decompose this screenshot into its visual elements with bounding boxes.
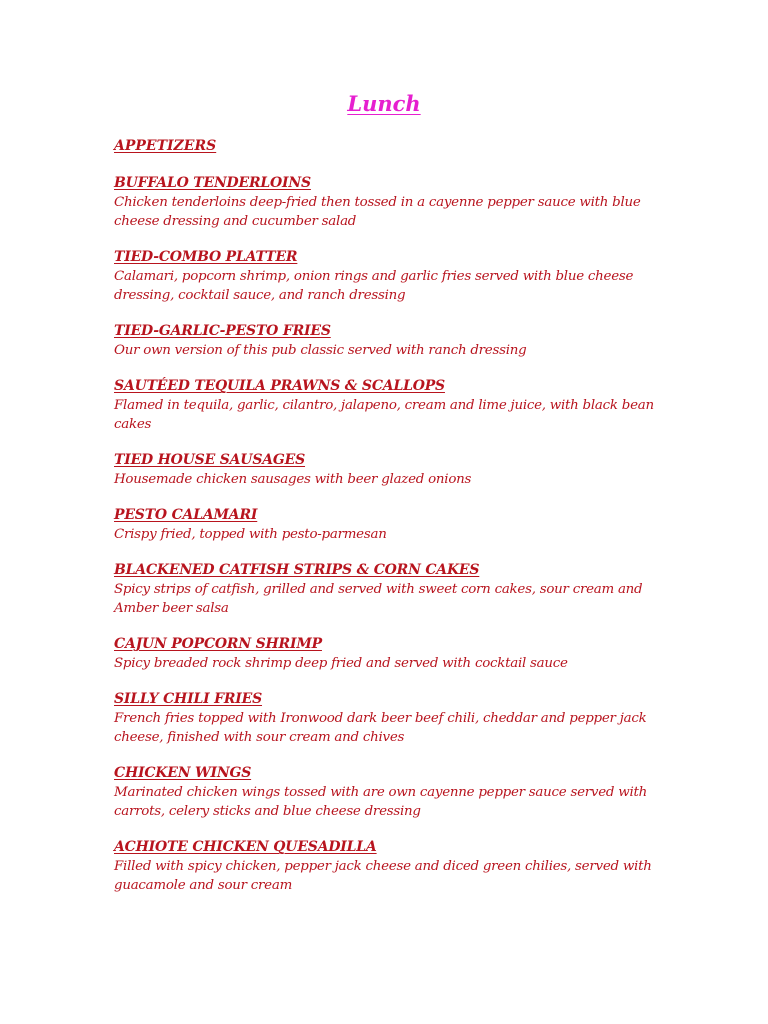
menu-item [114,451,674,489]
menu-item-name: CAJUN POPCORN SHRIMP [114,636,322,652]
menu-item [114,322,674,360]
menu-item-description: Calamari, popcorn shrimp, onion rings and garlic fries served with blue cheese dressing, cocktail sauce, and ranch dressing [114,269,634,303]
menu-item [114,764,674,821]
menu-item [114,248,674,305]
menu-item [114,174,674,231]
menu-item-description: Our own version of this pub classic served with ranch dressing [114,343,527,358]
menu-item-name: TIED HOUSE SAUSAGES [114,452,306,468]
menu-title [0,90,768,118]
menu-item-name: PESTO CALAMARI [114,507,258,523]
menu-item-name: BUFFALO TENDERLOINS [114,175,311,191]
menu-item-description: Crispy fried, topped with pesto-parmesan [114,527,387,542]
menu-item [114,690,674,747]
menu-item [114,506,674,544]
menu-item-description: Filled with spicy chicken, pepper jack cheese and diced green chilies, served with guacamole and sour cream [114,859,652,893]
menu-item-name: ACHIOTE CHICKEN QUESADILLA [114,839,377,855]
menu-item [114,377,674,434]
menu-item-name: SAUTÉED TEQUILA PRAWNS & SCALLOPS [114,378,445,394]
menu-item-name: SILLY CHILI FRIES [114,691,263,707]
menu-item-name: TIED-GARLIC-PESTO FRIES [114,323,331,339]
menu-item-description: Chicken tenderloins deep-fried then tossed in a cayenne pepper sauce with blue cheese dressing and cucumber salad [114,195,641,229]
menu-title-text: Lunch [347,91,421,116]
menu-item [114,838,674,895]
menu-item-description: Flamed in tequila, garlic, cilantro, jalapeno, cream and lime juice, with black bean cakes [114,398,654,432]
menu-items-list [114,174,674,912]
menu-item-description: French fries topped with Ironwood dark beer beef chili, cheddar and pepper jack cheese, finished with sour cream and chives [114,711,647,745]
menu-item-description: Housemade chicken sausages with beer glazed onions [114,472,472,487]
menu-item-description: Marinated chicken wings tossed with are own cayenne pepper sauce served with carrots, celery sticks and blue cheese dressing [114,785,647,819]
menu-item-name: TIED-COMBO PLATTER [114,249,298,265]
menu-item-description: Spicy breaded rock shrimp deep fried and served with cocktail sauce [114,656,568,671]
menu-item [114,561,674,618]
menu-item-name: BLACKENED CATFISH STRIPS & CORN CAKES [114,562,480,578]
section-heading-appetizers: APPETIZERS [114,138,217,154]
menu-item-name: CHICKEN WINGS [114,765,252,781]
menu-item-description: Spicy strips of catfish, grilled and served with sweet corn cakes, sour cream and Amber beer salsa [114,582,643,616]
menu-item [114,635,674,673]
